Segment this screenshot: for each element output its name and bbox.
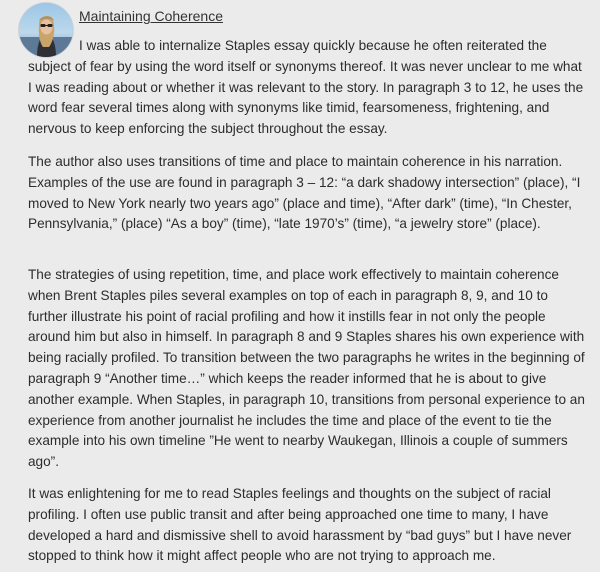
post-paragraph-1: I was able to internalize Staples essay quickly because he often reiterated the subject of fear by using the word itself or synonyms thereof. It was never unclear to me what I was reading about or whether it was relevant to the story. In paragraph 3 to 12, he uses the word fear several times along with synonyms like timid, fearsomeness, frightening, and nervous to keep enforcing the subject throughout the essay. [28, 38, 584, 137]
post-paragraph-4: It was enlightening for me to read Staples feelings and thoughts on the subject of racial profiling. I often use public transit and after being approached one time to many, I have developed a hard and dismissive shell to avoid harassment by “bad guys” but I have never stopped to think how it might affect people who are not trying to approach me. [28, 486, 572, 564]
post-paragraph-3: The strategies of using repetition, time, and place work effectively to maintain coherence when Brent Staples piles several examples on top of each in paragraph 8, 9, and 10 to further illustrate his point of racial profiling and how it instills fear in not only the people around him but also in himself. In paragraph 8 and 9 Staples shares his own experience with being racially profiled. To transition between the two paragraphs he writes in the beginning of paragraph 9 “Another time…” which keeps the reader informed that he is about to give another example. When Staples, in paragraph 10, transitions from personal experience to an experience from another journalist he includes the time and place of the event to tie the example into his own timeline ”He went to nearby Waukegan, Illinois a couple of summers ago”. [28, 267, 585, 470]
post-title-link[interactable]: Maintaining Coherence [79, 8, 223, 24]
post-paragraph-2: The author also uses transitions of time and place to maintain coherence in his narration. Examples of the use are found in paragraph 3 – 12: “a dark shadowy intersection” (place), “I moved to New York nearly two years ago” (place and time), “After dark” (time), “In Chester, Pennsylvania,” (place) “As a boy” (time), “late 1970’s” (time), “a jewelry store” (place). [28, 154, 581, 232]
